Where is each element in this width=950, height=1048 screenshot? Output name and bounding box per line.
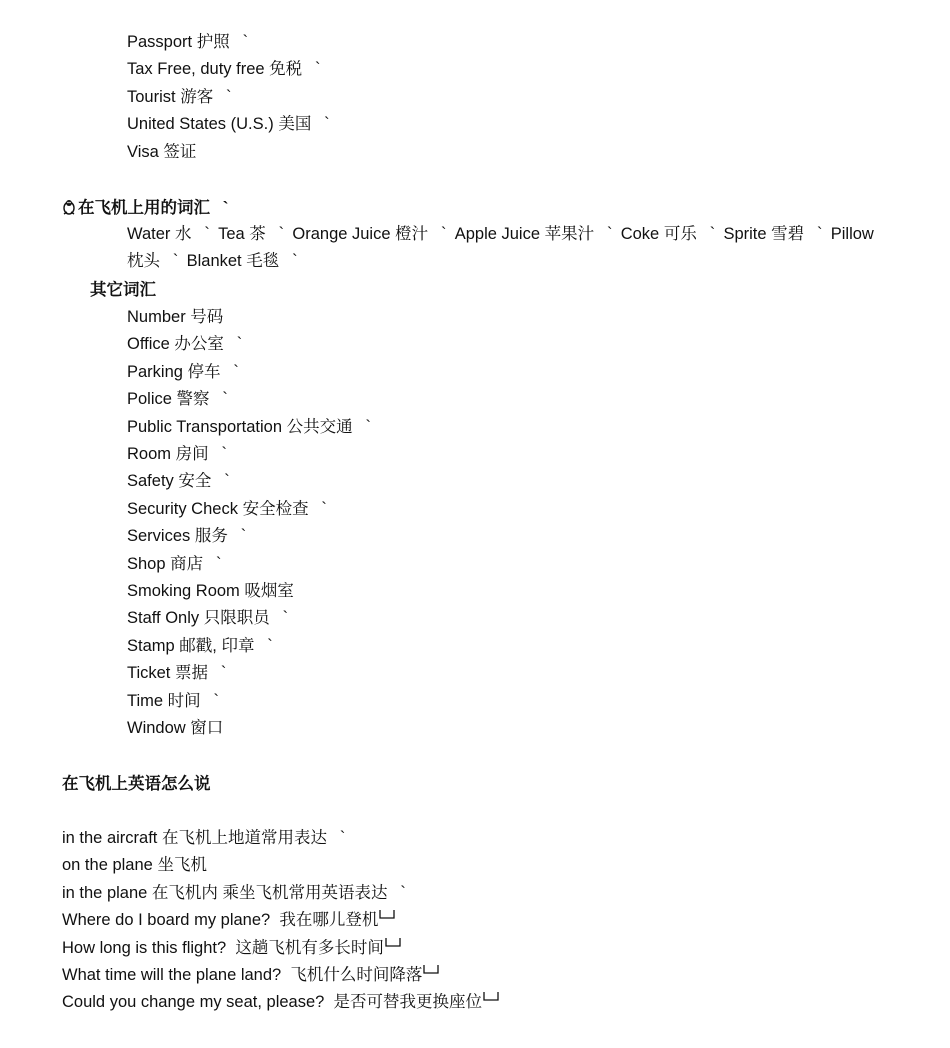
term-en: Pillow (830, 225, 874, 243)
term-zh: 安全 (178, 472, 212, 491)
tick-mark: ` (222, 390, 228, 409)
term-zh: 雪碧 (771, 225, 805, 243)
phrase-line (62, 991, 499, 1013)
term-en: Parking (127, 362, 183, 381)
term-en: Orange Juice (292, 225, 391, 243)
tick-mark: ` (233, 362, 239, 381)
phrase-line (62, 854, 207, 876)
tick-mark: ` (221, 445, 227, 463)
term-zh: 时间 (167, 691, 201, 710)
tick-mark: ` (324, 115, 330, 133)
term-en: Tourist (127, 88, 176, 106)
vocab-line (127, 141, 196, 163)
vocab-line (127, 470, 238, 492)
phrase-en: How long is this flight? (62, 938, 227, 957)
tick-mark: ` (292, 252, 298, 271)
term-en: Apple Juice (454, 225, 541, 243)
term-en: Police (127, 390, 172, 409)
term-zh: 安全检查 (242, 499, 309, 518)
term-en: Ticket (127, 664, 171, 683)
phrase-line (62, 882, 414, 904)
vocab-line (127, 635, 281, 657)
tick-mark: ` (315, 60, 321, 78)
term-zh: 可乐 (663, 225, 697, 243)
section-heading-plane-vocab (62, 197, 237, 219)
term-en: Smoking Room (127, 582, 240, 600)
term-zh: 吸烟室 (244, 582, 294, 600)
heading-text: 其它词汇 (90, 281, 156, 299)
term-zh: 办公室 (174, 335, 224, 354)
tick-mark: ` (224, 472, 230, 491)
penguin-icon (62, 199, 76, 215)
tick-mark: ` (220, 664, 227, 683)
phrase-zh: 坐飞机 (157, 856, 207, 875)
term-zh: 毛毯 (246, 252, 280, 271)
tick-mark: ` (278, 225, 285, 243)
phrase-en: in the aircraft (62, 829, 158, 847)
term-zh: 停车 (187, 362, 221, 381)
phrase-en: Where do I board my plane? (62, 911, 271, 930)
term-zh: 房间 (175, 445, 209, 463)
term-en: Blanket (186, 252, 242, 271)
term-zh: 商店 (170, 554, 204, 573)
vocab-line (127, 580, 294, 602)
term-en: Shop (127, 554, 166, 573)
phrase-line (62, 909, 395, 931)
term-zh: 警察 (176, 390, 210, 409)
vocab-line (127, 113, 338, 135)
term-zh: 护照 (196, 33, 230, 51)
term-zh: 苹果汁 (544, 225, 595, 243)
vocab-line (127, 607, 296, 629)
heading-text: 在飞机上英语怎么说 (62, 775, 211, 793)
section-heading-other-vocab (90, 279, 156, 301)
vocab-line (127, 86, 240, 108)
term-en: Room (127, 445, 172, 463)
vocab-line (127, 306, 223, 328)
phrase-line (62, 964, 439, 986)
vocab-line (127, 443, 235, 465)
term-en: United States (U.S.) (127, 115, 274, 133)
vocab-line (127, 58, 329, 80)
phrase-en: Could you change my seat, please? (62, 993, 325, 1012)
term-zh: 邮戳, 印章 (179, 636, 255, 655)
term-en: Number (127, 308, 186, 326)
tick-mark: ` (400, 883, 406, 902)
term-en: Window (127, 719, 186, 737)
term-en: Stamp (127, 636, 175, 655)
vocab-line (127, 333, 250, 355)
vocab-line (127, 525, 254, 547)
term-zh: 橙汁 (395, 225, 429, 243)
tick-mark: ` (172, 252, 179, 271)
term-zh: 美国 (278, 115, 312, 133)
term-zh: 游客 (180, 88, 214, 106)
term-en: Staff Only (127, 609, 200, 628)
term-zh: 免税 (269, 60, 303, 78)
term-zh: 服务 (194, 527, 228, 546)
phrase-line (62, 937, 401, 959)
tick-mark: ` (213, 691, 219, 710)
term-zh: 号码 (190, 308, 224, 326)
vocab-line (127, 416, 379, 438)
term-en: Safety (127, 472, 174, 491)
tick-mark: ` (816, 225, 823, 243)
term-en: Office (127, 335, 170, 354)
heading-text: 在飞机上用的词汇 (78, 199, 210, 217)
space-icon (483, 991, 499, 1003)
tick-mark: ` (282, 609, 289, 628)
vocab-line (127, 31, 256, 53)
phrase-line (62, 827, 354, 849)
term-zh: 签证 (163, 143, 197, 161)
term-en: Security Check (127, 499, 238, 518)
term-zh: 茶 (249, 225, 266, 243)
term-en: Water (127, 225, 171, 243)
vocab-line (127, 553, 230, 575)
term-en: Services (127, 527, 191, 546)
vocab-line (127, 717, 223, 739)
term-en: Sprite (723, 225, 767, 243)
term-en: Time (127, 691, 164, 710)
tick-mark: ` (321, 499, 327, 518)
term-zh: 票据 (175, 664, 208, 683)
tick-mark: ` (606, 225, 613, 243)
vocab-line (127, 388, 236, 410)
tick-mark: ` (242, 33, 249, 51)
vocab-line (127, 690, 227, 712)
tick-mark: ` (267, 636, 273, 655)
term-zh: 公共交通 (286, 417, 353, 436)
term-zh: 枕头 (127, 252, 160, 271)
vocab-line (127, 662, 235, 684)
tick-mark: ` (236, 335, 243, 354)
term-en: Tax Free, duty free (127, 60, 265, 78)
tick-mark: ` (226, 88, 232, 106)
section-heading-english (62, 773, 211, 795)
tick-mark: ` (440, 225, 447, 243)
term-en: Visa (127, 143, 159, 161)
phrase-zh: 这趟飞机有多长时间 (235, 938, 384, 957)
tick-mark: ` (240, 527, 247, 546)
phrase-zh: 我在哪儿登机 (279, 911, 379, 930)
term-en: Passport (127, 33, 193, 51)
tick-mark: ` (709, 225, 716, 243)
term-zh: 只限职员 (203, 609, 270, 628)
phrase-en: What time will the plane land? (62, 966, 282, 984)
phrase-zh: 是否可替我更换座位 (333, 993, 483, 1012)
vocab-line (127, 361, 247, 383)
space-icon (379, 909, 395, 921)
tick-mark: ` (339, 829, 346, 847)
phrase-zh: 在飞机内 乘坐飞机常用英语表达 (151, 883, 388, 902)
vocab-line (127, 498, 335, 520)
phrase-en: on the plane (62, 856, 153, 875)
tick-mark: ` (365, 417, 371, 436)
tick-mark: ` (215, 554, 222, 573)
space-icon (423, 964, 439, 976)
term-en: Public Transportation (127, 417, 283, 436)
term-zh: 窗口 (190, 719, 224, 737)
space-icon (385, 937, 401, 949)
term-zh: 水 (175, 225, 192, 243)
plane-vocab-paragraph (127, 221, 917, 276)
phrase-en: in the plane (62, 883, 148, 902)
phrase-zh: 飞机什么时间降落 (290, 966, 423, 984)
term-en: Tea (218, 225, 245, 243)
tick-mark: ` (222, 199, 229, 217)
tick-mark: ` (204, 225, 210, 243)
term-en: Coke (620, 225, 660, 243)
phrase-zh: 在飞机上地道常用表达 (161, 829, 327, 847)
